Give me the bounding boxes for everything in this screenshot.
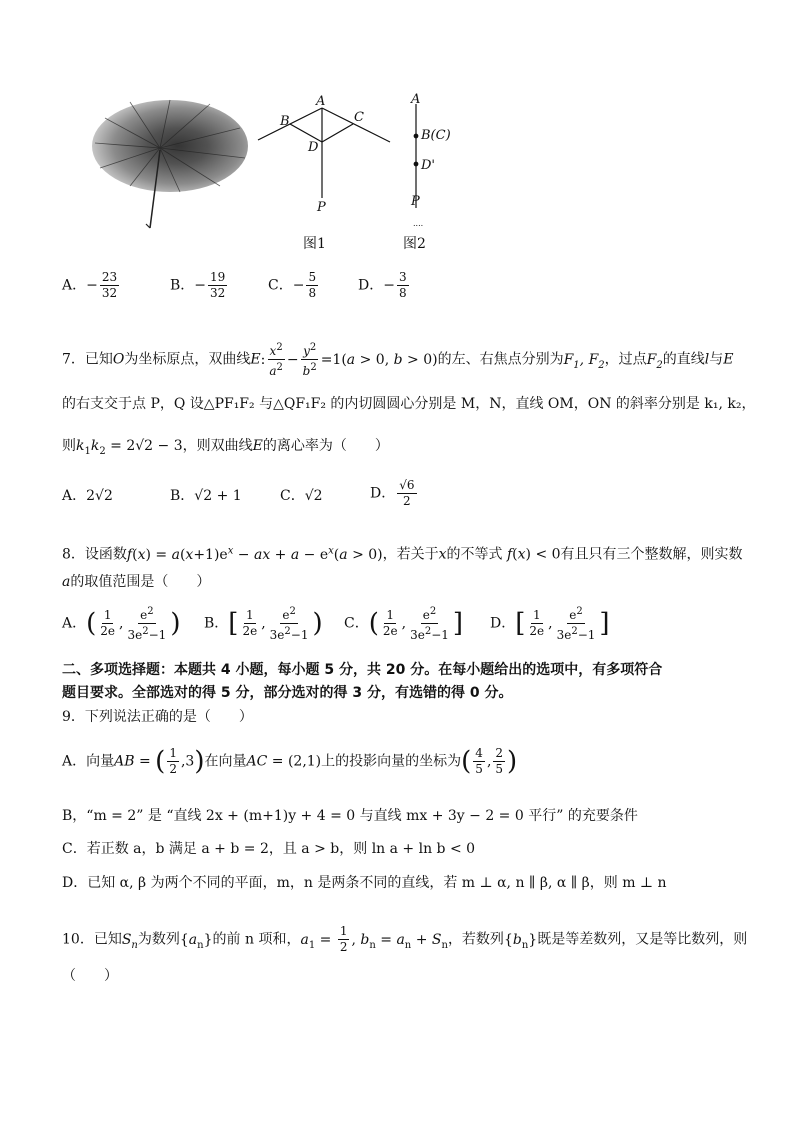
sequence-bn: $\{b_n\}$	[503, 931, 538, 951]
option-fraction	[100, 270, 119, 301]
q9-option-a[interactable]: A．向量AB = ( $\frac{1}{2}$ ,3)在向量AC = (2,1)上的投影向量的坐标为( $\frac{4}{5}$ , $\frac{2}{5}$ )	[62, 746, 518, 777]
option-letter: C．	[268, 277, 293, 294]
q9-text: A．向量	[62, 753, 115, 770]
label-dprime: D'	[421, 158, 435, 173]
q8-text: 8．设函数	[62, 546, 127, 563]
hyperbola-equation: : $\frac{x^2}{a^2}$ − $\frac{y^2}{b^2}$ =1(a > 0, b > 0)	[260, 342, 438, 378]
option-value: $\frac{√6}{2}$	[399, 478, 415, 508]
q8-line2	[62, 572, 210, 592]
q7-text: 的离心率为（ ）	[262, 438, 389, 454]
option-letter: D．	[370, 485, 396, 502]
option-letter: C．	[280, 488, 305, 504]
numerator: 5	[308, 270, 317, 284]
q6-option-c[interactable]	[268, 270, 320, 301]
q8-text: 的不等式	[446, 546, 503, 563]
label-dots: ....	[413, 219, 424, 228]
section2-heading-line1: 二、多项选择题：本题共 4 小题，每小题 5 分，共 20 分。在每小题给出的选项中，有多项符合	[62, 662, 663, 678]
q9-option-b[interactable]: B，“m = 2” 是 “直线 2x + (m+1)y + 4 = 0 与直线 mx + 3y − 2 = 0 平行” 的充要条件	[62, 808, 638, 824]
sequence-an: $\{a_n\}$	[179, 931, 213, 951]
q8-text: 有且只有三个整数解，则实数	[560, 546, 743, 563]
q8-text: 的取值范围是（ ）	[70, 574, 211, 590]
option-letter: D．	[358, 277, 384, 294]
q7-options	[62, 478, 762, 522]
q7-option-d[interactable]	[370, 478, 419, 509]
denominator: 8	[398, 286, 407, 300]
q6-option-b[interactable]	[170, 270, 229, 301]
q8-option-c[interactable]: C．( $\frac{1}{2e}$ , $\frac{e^2}{3e^2-1}$ ]	[344, 606, 464, 642]
denominator: 32	[210, 286, 226, 300]
q7-line2: 的右支交于点 P，Q 设△PF₁F₂ 与△QF₁F₂ 的内切圆圆心分别是 M，N，直线 OM，ON 的斜率分别是 k₁, k₂，	[62, 396, 756, 412]
q6-options	[62, 270, 762, 310]
figure-area	[90, 88, 450, 260]
q7-curve: E	[250, 351, 261, 368]
option-letter: D．	[490, 615, 516, 632]
denominator: 32	[101, 286, 118, 300]
option-fraction	[397, 270, 409, 301]
q8-text: ，若关于	[382, 546, 439, 563]
option-letter: A．	[62, 488, 87, 504]
option-value: √2 + 1	[194, 488, 242, 504]
inequality: f(x) < 0	[506, 546, 561, 563]
numerator: 19	[210, 270, 226, 284]
label-bc: B(C)	[421, 128, 451, 143]
vector-ac: AC	[246, 753, 268, 770]
q8-variable: a	[62, 574, 71, 590]
vector-ab: AB	[114, 753, 135, 770]
q10-text: 10．已知	[62, 931, 122, 948]
label-d: D	[308, 140, 319, 155]
q7-origin: O	[112, 351, 125, 368]
label-p1: P	[317, 200, 326, 215]
label-a1: A	[316, 94, 326, 109]
q7-text: ，过点	[604, 351, 647, 368]
q8-option-a[interactable]: A．( $\frac{1}{2e}$ , $\frac{e^2}{3e^2-1}$ )	[62, 606, 181, 642]
q8-line1	[62, 541, 743, 565]
option-fraction	[208, 270, 227, 301]
q10-text: ，若数列	[447, 931, 504, 948]
q7-text: 的直线	[662, 351, 705, 368]
label-p2: P	[411, 194, 420, 209]
q7-option-c[interactable]	[280, 486, 323, 506]
q8-option-b[interactable]: B．[ $\frac{1}{2e}$ , $\frac{e^2}{3e^2-1}$ )	[204, 606, 323, 642]
q8-variable: x	[438, 546, 447, 563]
q9-stem: 9．下列说法正确的是（ ）	[62, 709, 253, 725]
option-value: √2	[304, 488, 323, 504]
figure2-caption: 图2	[403, 236, 426, 252]
function-definition: $f(x) = a(x+1)e^x$ − ax + $a - e^x(a > 0)$	[126, 545, 383, 563]
section2-heading-line2: 题目要求。全部选对的得 5 分，部分选对的得 3 分，有选错的得 0 分。	[62, 685, 513, 701]
option-value: 2√2	[86, 488, 113, 504]
q10-line2: （ ）	[62, 968, 118, 984]
q7-option-b[interactable]	[170, 486, 242, 506]
figure1-caption: 图1	[303, 236, 326, 252]
q7-option-a[interactable]	[62, 486, 113, 506]
q9-option-d[interactable]: D．已知 α, β 为两个不同的平面，m，n 是两条不同的直线，若 m ⊥ α, n ∥ β, α ∥ β，则 m ⊥ n	[62, 875, 667, 891]
option-sign: −	[194, 277, 207, 294]
foci: $F_1$, $F_2$	[563, 351, 605, 371]
q10-line1	[62, 924, 747, 955]
denominator: 8	[308, 286, 317, 300]
q7-text: ，则双曲线	[182, 438, 253, 454]
option-letter: A．	[62, 615, 87, 632]
q6-option-d[interactable]	[358, 270, 411, 301]
q7-line3	[62, 436, 389, 462]
option-letter: B．	[170, 488, 195, 504]
slope-product-equation: $k_1k_2 = 2√2 - 3$	[76, 438, 183, 457]
q8-options	[62, 604, 762, 648]
q7-text: 则	[62, 438, 76, 454]
label-b: B	[280, 114, 290, 129]
q7-text: 7．已知	[62, 351, 113, 368]
initial-condition: $a_1$ = $\frac{1}{2}$ , $b_n = a_n + S_n$	[300, 924, 448, 954]
q7-text: 与	[709, 351, 724, 368]
q10-text: 的前 n 项和，	[212, 931, 301, 948]
numerator: 3	[398, 270, 407, 284]
q10-text: 为数列	[137, 931, 180, 948]
label-c: C	[354, 110, 364, 125]
q10-text: 既是等差数列，又是等比数列，则	[537, 931, 748, 948]
option-sign: −	[292, 277, 305, 294]
option-fraction	[306, 270, 318, 301]
q7-line-l: l	[704, 351, 710, 368]
q7-curve: E	[252, 438, 263, 454]
option-letter: C．	[344, 615, 369, 632]
q9-text: 上的投影向量的坐标为	[321, 753, 462, 770]
q7-text: 的左、右焦点分别为	[437, 351, 564, 368]
option-letter: A．	[62, 277, 87, 294]
option-sign: −	[86, 277, 98, 294]
q7-text: 为坐标原点，双曲线	[124, 351, 251, 368]
option-letter: B．	[170, 277, 195, 294]
q9-option-c[interactable]: C．若正数 a，b 满足 a + b = 2，且 a > b，则 ln a + ln b < 0	[62, 841, 476, 857]
q6-option-a[interactable]	[62, 270, 121, 301]
label-a2: A	[411, 92, 421, 107]
q7-curve: E	[723, 351, 734, 368]
focus-f2: $F_2$	[646, 351, 663, 371]
umbrella-figure	[90, 88, 450, 260]
figure1-diagram	[258, 108, 390, 198]
umbrella-photo	[92, 100, 248, 228]
sum-sn: $S_n$	[121, 931, 138, 951]
q9-text: 在向量	[204, 753, 247, 770]
q7-line1	[62, 340, 733, 379]
option-sign: −	[383, 277, 395, 294]
option-letter: B．	[204, 615, 229, 632]
numerator: 23	[101, 270, 118, 284]
q8-option-d[interactable]: D．[ $\frac{1}{2e}$ , $\frac{e^2}{3e^2-1}$ ]	[490, 606, 610, 642]
